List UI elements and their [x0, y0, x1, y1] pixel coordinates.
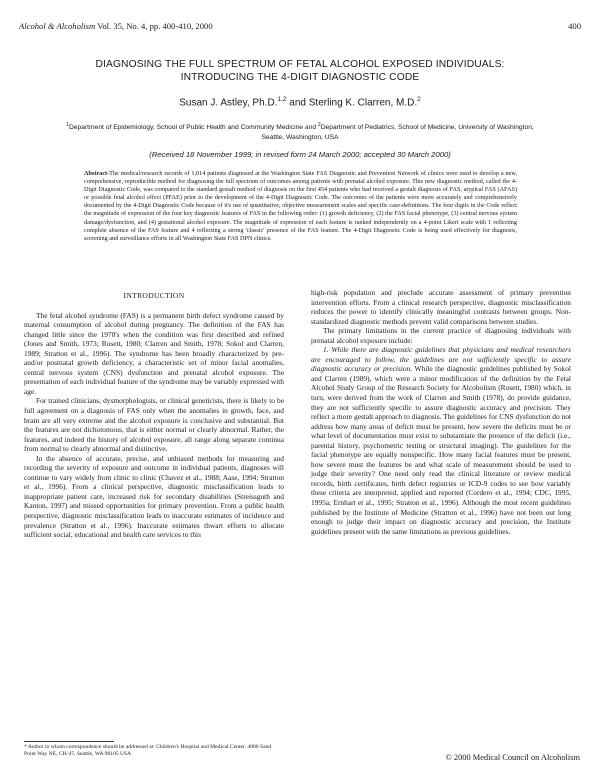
affiliation-marker-1: 1	[66, 122, 69, 128]
author-1-affiliation-marker: 1,2	[277, 96, 287, 103]
affiliation-text-2: Department of Pediatrics, School of Medicine, University of Washington,	[320, 124, 534, 132]
intro-paragraph-3: In the absence of accurate, precise, and unbiased methods for measuring and recording the severity of exposure and outcome in individual patients, diagnoses will continue to vary widely from clinic to clinic (Chavez et al., 1988; Aase, 1994; Stratton et al., 1996). From a clinical perspective, diagnostic misclassification leads to inappropriate patient care, increased risk for secondary disabilities (Streissguth and Kanton, 1997) and missed opportunities for primary prevention. From a public health perspective, diagnostic misclassification leads to inaccurate estimates of incidence and prevalence (Stratton et al., 1996). Inaccurate estimates thwart efforts to allocate sufficient social, educational and health care services to this	[24, 453, 284, 540]
section-heading-introduction: INTRODUCTION	[123, 291, 185, 300]
received-dates: (Received 18 November 1999; in revised form 24 March 2000; accepted 30 March 2000)	[149, 150, 451, 159]
author-list	[40, 96, 560, 108]
paper-title	[40, 58, 560, 84]
title-line-2: INTRODUCING THE 4-DIGIT DIAGNOSTIC CODE	[180, 72, 420, 83]
copyright-notice: © 2000 Medical Council on Alcoholism	[445, 753, 580, 762]
title-line-1: DIAGNOSING THE FULL SPECTRUM OF FETAL ALCOHOL EXPOSED INDIVIDUALS:	[95, 59, 505, 70]
journal-name: Alcohol & Alcoholism	[19, 21, 96, 31]
journal-citation: Vol. 35, No. 4, pp. 400-410, 2000	[97, 21, 213, 31]
left-column	[24, 291, 284, 540]
author-conjunction: and	[286, 97, 309, 109]
right-paragraph-3	[311, 345, 571, 536]
author-2: Sterling K. Clarren, M.D.	[308, 97, 418, 109]
intro-paragraph-1: The fetal alcohol syndrome (FAS) is a permanent birth defect syndrome caused by maternal consumption of alcohol during pregnancy. The definition of the FAS has changed little since the 1970's when the condition was first described and refined (Jones and Smith, 1973; Rosett, 1980; Clarren and Smith, 1978; Sokol and Clarren, 1989; Stratton et al., 1996). The syndrome has been broadly characterized by pre- and/or postnatal growth deficiency, a characteristic set of minor facial anomalies, central nervous system (CNS) dysfunction and prenatal alcohol exposure. The presentation of each individual feature of the syndrome may be variably expressed with age.	[24, 310, 284, 396]
abstract-label: Abstract	[84, 170, 108, 177]
affiliation-text-1: Department of Epidemiology, School of Public Health and Community Medicine and	[68, 124, 318, 132]
right-paragraph-1: high-risk population and preclude accurate assessment of primary prevention intervention efforts. From a clinical research perspective, diagnostic misclassification reduces the power to identify clinically meaningful contrasts between groups. Non-standardized diagnostic methods prevent valid comparisons between studies.	[311, 288, 571, 326]
author-2-affiliation-marker: 2	[417, 96, 421, 103]
affiliation-line-2: Seattle, Washington, USA	[261, 133, 339, 141]
limitation-1-discussion: While the diagnostic guidelines published by Sokol and Clarren (1989), which were a minor modification of the definition by the Fetal Alcohol Study Group of the Research Society for Alcoholism (Rosett, 1980) which, in turn, were derived from the work of Clarren and Smith (1978), do provide guidance, they are not sufficiently specific to assure diagnostic accuracy and precision. They reflect a more gestalt approach to diagnosis. The guidelines for CNS dysfunction do not address how many areas of deficit must be present, how severe the deficits must be or what level of documentation must exist to substantiate the presence of the deficit (i.e., parental history, psychometric testing or structural imaging). The guidelines for the facial phenotype are equally nonspecific. How many facial features must be present, how severe must the features be and what scale of measurement should be used to judge their severity? One need only read the clinical literature or review medical records, birth certificates, birth defect registries or ICD-9 codes to see how variably these criteria are interpreted, applied and reported (Cordero et al., 1994; CDC, 1995, 1995a; Ernhart et al., 1995; Stratton et al., 1996). Although the most recent guidelines published by the Institute of Medicine (Stratton et al., 1996) have not been out long enough to judge their impact on diagnostic accuracy and precision, the Institute guidelines present with the same limitations as previous guidelines.	[311, 364, 571, 536]
right-paragraph-2: The primary limitations in the current practice of diagnosing individuals with prenatal alcohol exposure include:	[311, 326, 571, 345]
author-1: Susan J. Astley, Ph.D.	[179, 97, 278, 109]
affiliation-marker-2: 2	[317, 122, 321, 128]
correspondence-footnote: * Author to whom correspondence should be addressed at: Children's Hospital and Medical Center, 4800 Sand Point Way NE, CH-47, Seattle, WA 98105 USA	[24, 744, 272, 758]
limitation-1-statement: 1. While there are diagnostic guidelines that physicians and medical researchers are encouraged to follow, the guidelines are not sufficiently specific to assure diagnostic accuracy or precision.	[311, 345, 571, 374]
abstract	[84, 170, 517, 243]
running-header	[19, 21, 581, 33]
abstract-body: -The medical/research records of 1,014 patients diagnosed at the Washington State FAS Diagnostic and Prevention Network of clinics were used to develop a new, comprehensive, reproducible method for diagnosing the full spectrum of outcomes among patients with prenatal alcohol exposure. This new diagnostic method, called the 4-Digit Diagnostic Code, was compared to the standard gestalt method of diagnosis on the first 454 patients who had received a gestalt diagnosis of FAS, atypical FAS (AFAS) or possible fetal alcohol effect (PFAE) prior to the development of the 4-Digit Diagnostic Code. The outcomes of the patients were more accurately and comprehensively documented by the 4-Digit Diagnostic Code because of it's use of quantitative, objective measurement scales and specific case-definitions. The four digits in the Code reflect the magnitude of expression of the four key diagnostic features of FAS in the following order: (1) growth deficiency, (2) the FAS facial phenotype, (3) central nervous system damage/dysfunction, and (4) gestational alcohol exposure. The magnitude of expression of each feature is ranked independently on a 4-point Likert scale with 1 reflecting complete absence of the FAS feature and 4 reflecting a strong 'classic' presence of the FAS feature. The 4-Digit Diagnostic Code is being used effectively for diagnosis, screening and surveillance efforts in all Washington State FAS DPN clinics.	[84, 170, 517, 242]
affiliation-line-1	[45, 121, 555, 133]
footnote-divider	[24, 741, 114, 742]
right-column	[311, 288, 571, 536]
page-number: 400	[568, 21, 581, 31]
intro-paragraph-2: For trained clinicians, dysmorphologists, or clinical geneticists, there is likely to be full agreement on a diagnosis of FAS only when the anomalies in growth, face, and brain are all very extreme and the alcohol exposure is conclusive and substantial. But the features are not dichotomous, that is either normal or clearly abnormal. Rather, the features, and indeed the history of alcohol exposure, all range along separate continua from normal to clearly abnormal and distinctive.	[24, 396, 284, 454]
affiliations	[45, 121, 555, 142]
